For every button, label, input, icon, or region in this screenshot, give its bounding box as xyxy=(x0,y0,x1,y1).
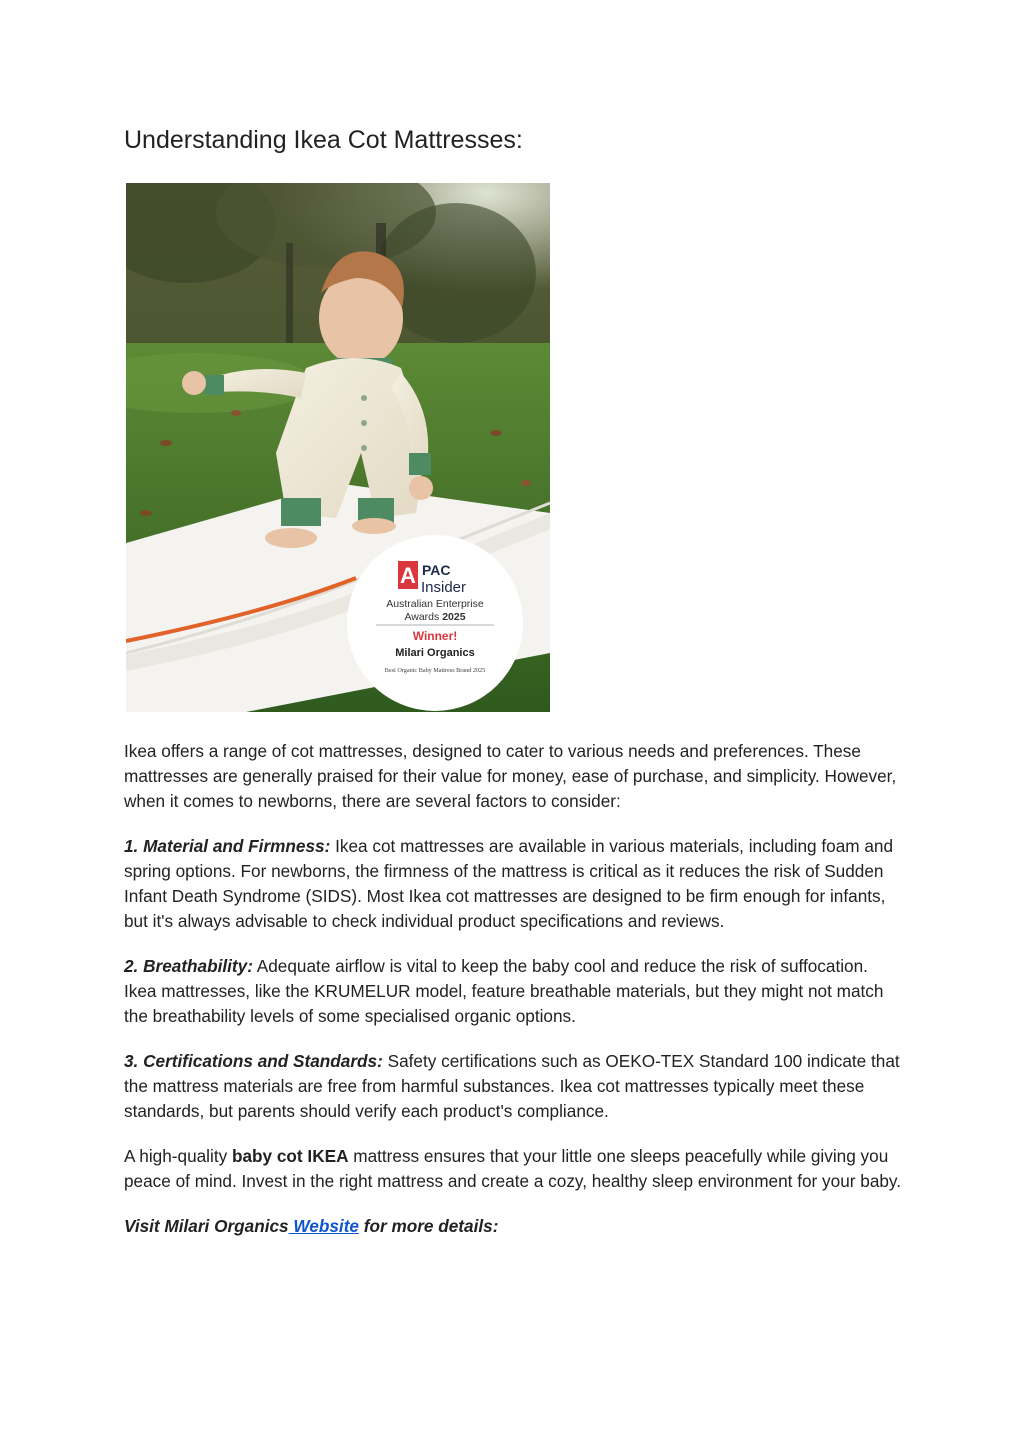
closing-keyword: baby cot IKEA xyxy=(231,1146,349,1166)
point-text: Adequate airflow is vital to keep the baby cool and reduce the risk of suffocation. Ikea mattresses, like the KRUMELUR model, feature breathable materials, but they might not match the breathability levels of some specialised organic options. xyxy=(124,956,884,1026)
website-link[interactable]: Website xyxy=(288,1216,359,1236)
badge-line1: Australian Enterprise xyxy=(386,598,484,610)
visit-prefix: Visit Milari Organics xyxy=(124,1216,289,1236)
badge-category: Best Organic Baby Mattress Brand 2025 xyxy=(384,667,486,674)
point-text: Ikea cot mattresses are available in various materials, including foam and spring options. For newborns, the firmness of the mattress is critical as it reduces the risk of Sudden Infant Death Syndrome (SIDS). Most Ikea cot mattresses are designed to be firm enough for infants, but it's always advisable to check individual product specifications and reviews. xyxy=(124,836,894,931)
svg-text:A: A xyxy=(400,563,416,588)
point-heading: 1. Material and Firmness: xyxy=(124,836,331,856)
point-heading: 3. Certifications and Standards: xyxy=(124,1051,383,1071)
baby-on-mattress-photo xyxy=(126,183,550,712)
svg-text:Awards 2025 xyxy=(404,611,465,623)
point-certifications xyxy=(124,1049,904,1124)
point-heading: 2. Breathability: xyxy=(124,956,253,976)
visit-suffix: for more details: xyxy=(358,1216,499,1236)
intro-paragraph: Ikea offers a range of cot mattresses, designed to cater to various needs and preferences. These mattresses are generally praised for their value for money, ease of purchase, and simplicity. However, when it comes to newborns, there are several factors to consider: xyxy=(124,741,897,811)
point-text: Safety certifications such as OEKO-TEX Standard 100 indicate that the mattress materials are free from harmful substances. Ikea cot mattresses typically meet these standards, but parents should verify each product's compliance. xyxy=(124,1051,900,1121)
page-title: Understanding Ikea Cot Mattresses: xyxy=(124,126,523,154)
badge-winner: Winner! xyxy=(412,629,458,643)
badge-line2-prefix: Awards xyxy=(404,611,443,623)
closing-suffix: mattress ensures that your little one sleeps peacefully while giving you peace of mind. Invest in the right mattress and create a cozy, healthy sleep environment for your baby. xyxy=(124,1146,902,1191)
point-breathability xyxy=(124,954,904,1029)
badge-brand-mark: PAC xyxy=(422,562,451,578)
badge-company: Milari Organics xyxy=(395,647,475,659)
badge-brand-sub: Insider xyxy=(421,579,467,596)
badge-year: 2025 xyxy=(442,611,466,623)
visit-line xyxy=(124,1214,904,1239)
closing-paragraph xyxy=(124,1144,904,1194)
closing-prefix: A high-quality xyxy=(124,1146,232,1166)
point-material-firmness xyxy=(124,834,904,934)
article-body xyxy=(124,739,904,1259)
